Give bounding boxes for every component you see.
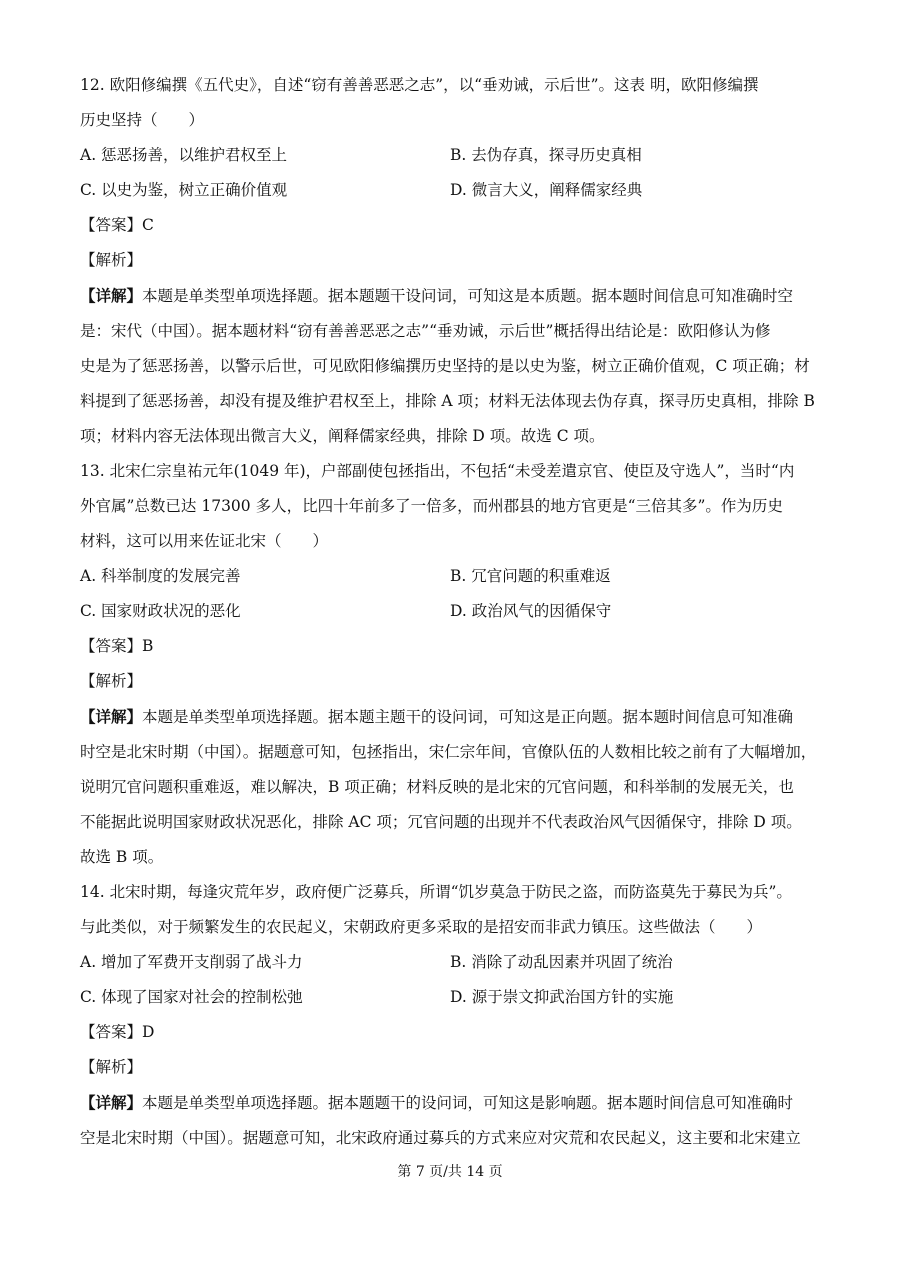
answer-line: 【答案】C <box>80 216 154 234</box>
document-page <box>80 68 825 1156</box>
detail-line: 故选 B 项。 <box>80 848 164 866</box>
question-stem-line: 13. 北宋仁宗皇祐元年(1049 年)，户部副使包拯指出，不包括“未受差遣京官、使臣及守选人”，当时“内 <box>80 462 795 480</box>
options-row <box>80 559 825 594</box>
detail-line <box>80 699 825 735</box>
options-row <box>80 173 825 208</box>
options-row <box>80 945 825 980</box>
options-row <box>80 594 825 629</box>
detail-line: 料提到了惩恶扬善，却没有提及维护君权至上，排除 A 项；材料无法体现去伪存真，探寻历史真相，排除 B <box>80 392 815 410</box>
analysis-label: 【解析】 <box>80 672 143 690</box>
detail-line: 史是为了惩恶扬善，以警示后世，可见欧阳修编撰历史坚持的是以史为鉴，树立正确价值观，C 项正确；材 <box>80 357 810 375</box>
option-c: C. 国家财政状况的恶化 <box>80 602 241 620</box>
question-stem-line: 12. 欧阳修编撰《五代史》，自述“窃有善善恶恶之志”，以“垂劝诫，示后世”。这表 明，欧阳修编撰 <box>80 76 759 94</box>
option-d: D. 源于崇文抑武治国方针的实施 <box>450 988 674 1006</box>
options-row <box>80 138 825 173</box>
detail-line <box>80 1085 825 1121</box>
option-d: D. 微言大义，阐释儒家经典 <box>450 181 643 199</box>
answer-line: 【答案】D <box>80 1023 155 1041</box>
detail-line: 不能据此说明国家财政状况恶化，排除 AC 项；冗官问题的出现并不代表政治风气因循保守，排除 D 项。 <box>80 813 802 831</box>
detail-line: 时空是北宋时期（中国）。据题意可知，包拯指出，宋仁宗年间，官僚队伍的人数相比较之前有了大幅增加， <box>80 743 817 761</box>
detail-line: 是：宋代（中国）。据本题材料“窃有善善恶恶之志”“垂劝诫，示后世”概括得出结论是：欧阳修认为修 <box>80 322 771 340</box>
question-stem-line: 外官属”总数已达 17300 多人，比四十年前多了一倍多，而州郡县的地方官更是“三倍其多”。作为历史 <box>80 497 783 515</box>
answer-line: 【答案】B <box>80 637 154 655</box>
question-stem-line: 历史坚持（ ） <box>80 111 205 129</box>
option-c: C. 体现了国家对社会的控制松弛 <box>80 988 303 1006</box>
option-b: B. 冗官问题的积重难返 <box>450 567 611 585</box>
question-stem-line: 14. 北宋时期，每逢灾荒年岁，政府便广泛募兵，所谓“饥岁莫急于防民之盗，而防盗莫先于募民为兵”。 <box>80 883 792 901</box>
question-13 <box>80 454 825 875</box>
question-stem-line: 与此类似，对于频繁发生的农民起义，宋朝政府更多采取的是招安而非武力镇压。这些做法（ ） <box>80 918 763 936</box>
detail-line: 项；材料内容无法体现出微言大义，阐释儒家经典，排除 D 项。故选 C 项。 <box>80 427 605 445</box>
detail-label: 【详解】 <box>80 286 143 305</box>
option-a: A. 惩恶扬善，以维护君权至上 <box>80 146 288 164</box>
question-14 <box>80 875 825 1156</box>
detail-line: 说明冗官问题积重难返，难以解决，B 项正确；材料反映的是北宋的冗官问题，和科举制的发展无关，也 <box>80 778 794 796</box>
detail-line <box>80 278 825 314</box>
option-b: B. 去伪存真，探寻历史真相 <box>450 146 642 164</box>
option-d: D. 政治风气的因循保守 <box>450 602 612 620</box>
option-a: A. 增加了军费开支削弱了战斗力 <box>80 953 303 971</box>
option-a: A. 科举制度的发展完善 <box>80 567 241 585</box>
analysis-label: 【解析】 <box>80 1058 143 1076</box>
option-c: C. 以史为鉴，树立正确价值观 <box>80 181 288 199</box>
detail-label: 【详解】 <box>80 707 143 726</box>
page-footer: 第 7 页/共 14 页 <box>397 1164 503 1180</box>
detail-text: 本题是单类型单项选择题。据本题主题干的设问词，可知这是正向题。据本题时间信息可知准确 <box>142 708 794 726</box>
analysis-label: 【解析】 <box>80 251 143 269</box>
detail-line: 空是北宋时期（中国）。据题意可知，北宋政府通过募兵的方式来应对灾荒和农民起义，这主要和北宋建立 <box>80 1129 801 1147</box>
question-12 <box>80 68 825 454</box>
question-stem-line: 材料，这可以用来佐证北宋（ ） <box>80 532 329 550</box>
option-b: B. 消除了动乱因素并巩固了统治 <box>450 953 673 971</box>
detail-label: 【详解】 <box>80 1093 143 1112</box>
detail-text: 本题是单类型单项选择题。据本题题干的设问词，可知这是影响题。据本题时间信息可知准确时 <box>142 1094 794 1112</box>
detail-text: 本题是单类型单项选择题。据本题题干设问词，可知这是本质题。据本题时间信息可知准确时空 <box>142 287 794 305</box>
options-row <box>80 980 825 1015</box>
